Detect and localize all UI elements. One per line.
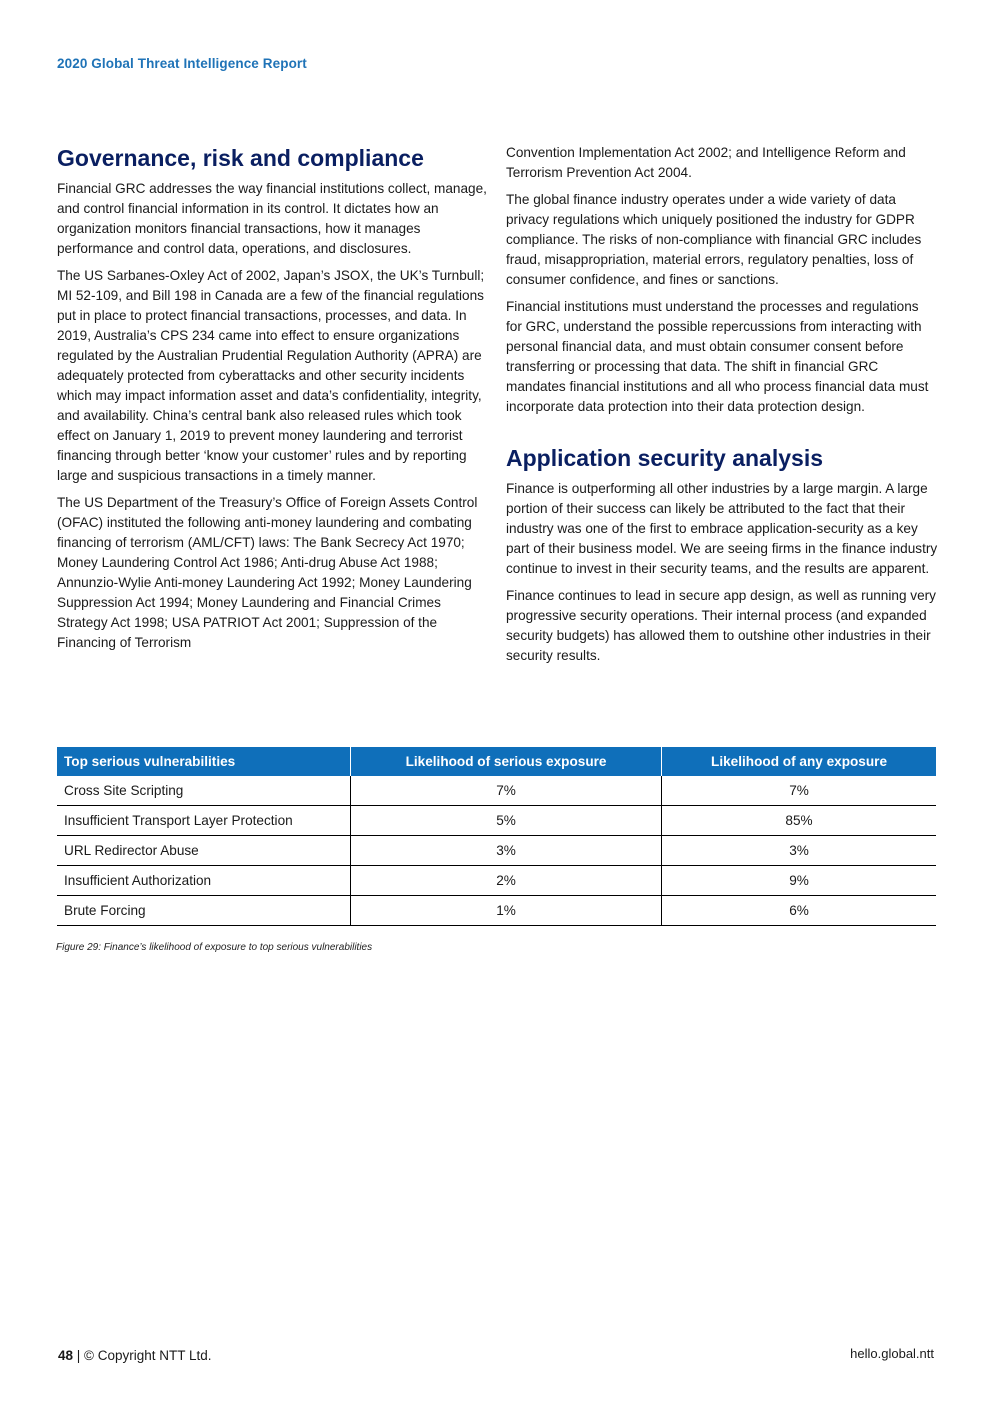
paragraph: Financial institutions must understand the processes and regulations for GRC, understand the possible repercussions from interacting with personal financial data, and must obtain consumer consent before transferring or processing that data. The shift in financial GRC mandates financial institutions and all who process financial data must incorporate data protection into their data protection design.: [506, 299, 929, 414]
any-exposure: 9%: [662, 866, 936, 896]
any-exposure: 7%: [662, 776, 936, 806]
any-exposure: 6%: [662, 896, 936, 926]
right-column: [506, 143, 938, 673]
table-row: [57, 836, 936, 866]
heading-app-security: Application security analysis: [506, 445, 824, 471]
footer-copyright: [58, 1348, 212, 1363]
serious-exposure: 1%: [351, 896, 662, 926]
heading-grc: Governance, risk and compliance: [57, 145, 424, 171]
report-title: 2020 Global Threat Intelligence Report: [57, 56, 307, 71]
copyright-text: | © Copyright NTT Ltd.: [73, 1348, 212, 1363]
any-exposure: 85%: [662, 806, 936, 836]
serious-exposure: 3%: [351, 836, 662, 866]
figure-caption: Figure 29: Finance’s likelihood of exposure to top serious vulnerabilities: [56, 942, 373, 953]
any-exposure: 3%: [662, 836, 936, 866]
serious-exposure: 2%: [351, 866, 662, 896]
vulnerability-name: URL Redirector Abuse: [57, 836, 351, 866]
paragraph: Finance continues to lead in secure app design, as well as running very progressive security operations. Their internal process (and expanded security budgets) has allowed them to outshine other industries in their security results.: [506, 588, 936, 663]
paragraph: Finance is outperforming all other industries by a large margin. A large portion of their success can likely be attributed to the fact that their industry was one of the first to embrace application-security as a key part of their business model. We are seeing firms in the finance industry continue to invest in their security teams, and the results are apparent.: [506, 481, 938, 576]
column-header: Likelihood of any exposure: [662, 747, 936, 776]
paragraph: The global finance industry operates under a wide variety of data privacy regulations which uniquely positioned the industry for GDPR compliance. The risks of non-compliance with financial GRC includes fraud, misappropriation, material errors, regulatory penalties, loss of consumer confidence, and fines or sanctions.: [506, 192, 922, 287]
column-header: Top serious vulnerabilities: [57, 747, 351, 776]
paragraph: The US Sarbanes-Oxley Act of 2002, Japan’s JSOX, the UK’s Turnbull; MI 52-109, and Bill 198 in Canada are a few of the financial regulations put in place to protect financial transactions, processes, and data. In 2019, Australia’s CPS 234 came into effect to ensure organizations regulated by the Australian Prudential Regulation Authority (APRA) are adequately protected from cyberattacks and other security incidents which may impact information asset and data’s confidentiality, integrity, and availability. China’s central bank also released rules which took effect on January 1, 2019 to prevent money laundering and terrorist financing through better ‘know your customer’ rules and by reporting large and suspicious transactions in a timely manner.: [57, 268, 485, 483]
vulnerability-name: Insufficient Authorization: [57, 866, 351, 896]
paragraph: The US Department of the Treasury’s Office of Foreign Assets Control (OFAC) instituted the following anti-money laundering and combating financing of terrorism (AML/CFT) laws: The Bank Secrecy Act 1970; Money Laundering Control Act 1986; Anti-drug Abuse Act 1988; Annunzio-Wylie Anti-money Laundering Act 1992; Money Laundering Suppression Act 1994; Money Laundering and Financial Crimes Strategy Act 1998; USA PATRIOT Act 2001; Suppression of the Financing of Terrorism: [57, 495, 478, 650]
vulnerability-name: Brute Forcing: [57, 896, 351, 926]
serious-exposure: 5%: [351, 806, 662, 836]
serious-exposure: 7%: [351, 776, 662, 806]
table-row: [57, 896, 936, 926]
vulnerability-name: Cross Site Scripting: [57, 776, 351, 806]
footer-site-link[interactable]: hello.global.ntt: [850, 1346, 934, 1361]
column-header: Likelihood of serious exposure: [351, 747, 662, 776]
table-row: [57, 806, 936, 836]
table-header-row: [57, 747, 936, 776]
table-row: [57, 776, 936, 806]
left-column: [57, 143, 489, 660]
vulnerability-table: [57, 747, 936, 926]
table-row: [57, 866, 936, 896]
paragraph: Convention Implementation Act 2002; and Intelligence Reform and Terrorism Prevention Act 2004.: [506, 145, 906, 180]
paragraph: Financial GRC addresses the way financial institutions collect, manage, and control financial information in its control. It dictates how an organization monitors financial transactions, how it manages performance and control data, operations, and disclosures.: [57, 181, 487, 256]
page-number: 48: [58, 1348, 74, 1363]
vulnerability-name: Insufficient Transport Layer Protection: [57, 806, 351, 836]
